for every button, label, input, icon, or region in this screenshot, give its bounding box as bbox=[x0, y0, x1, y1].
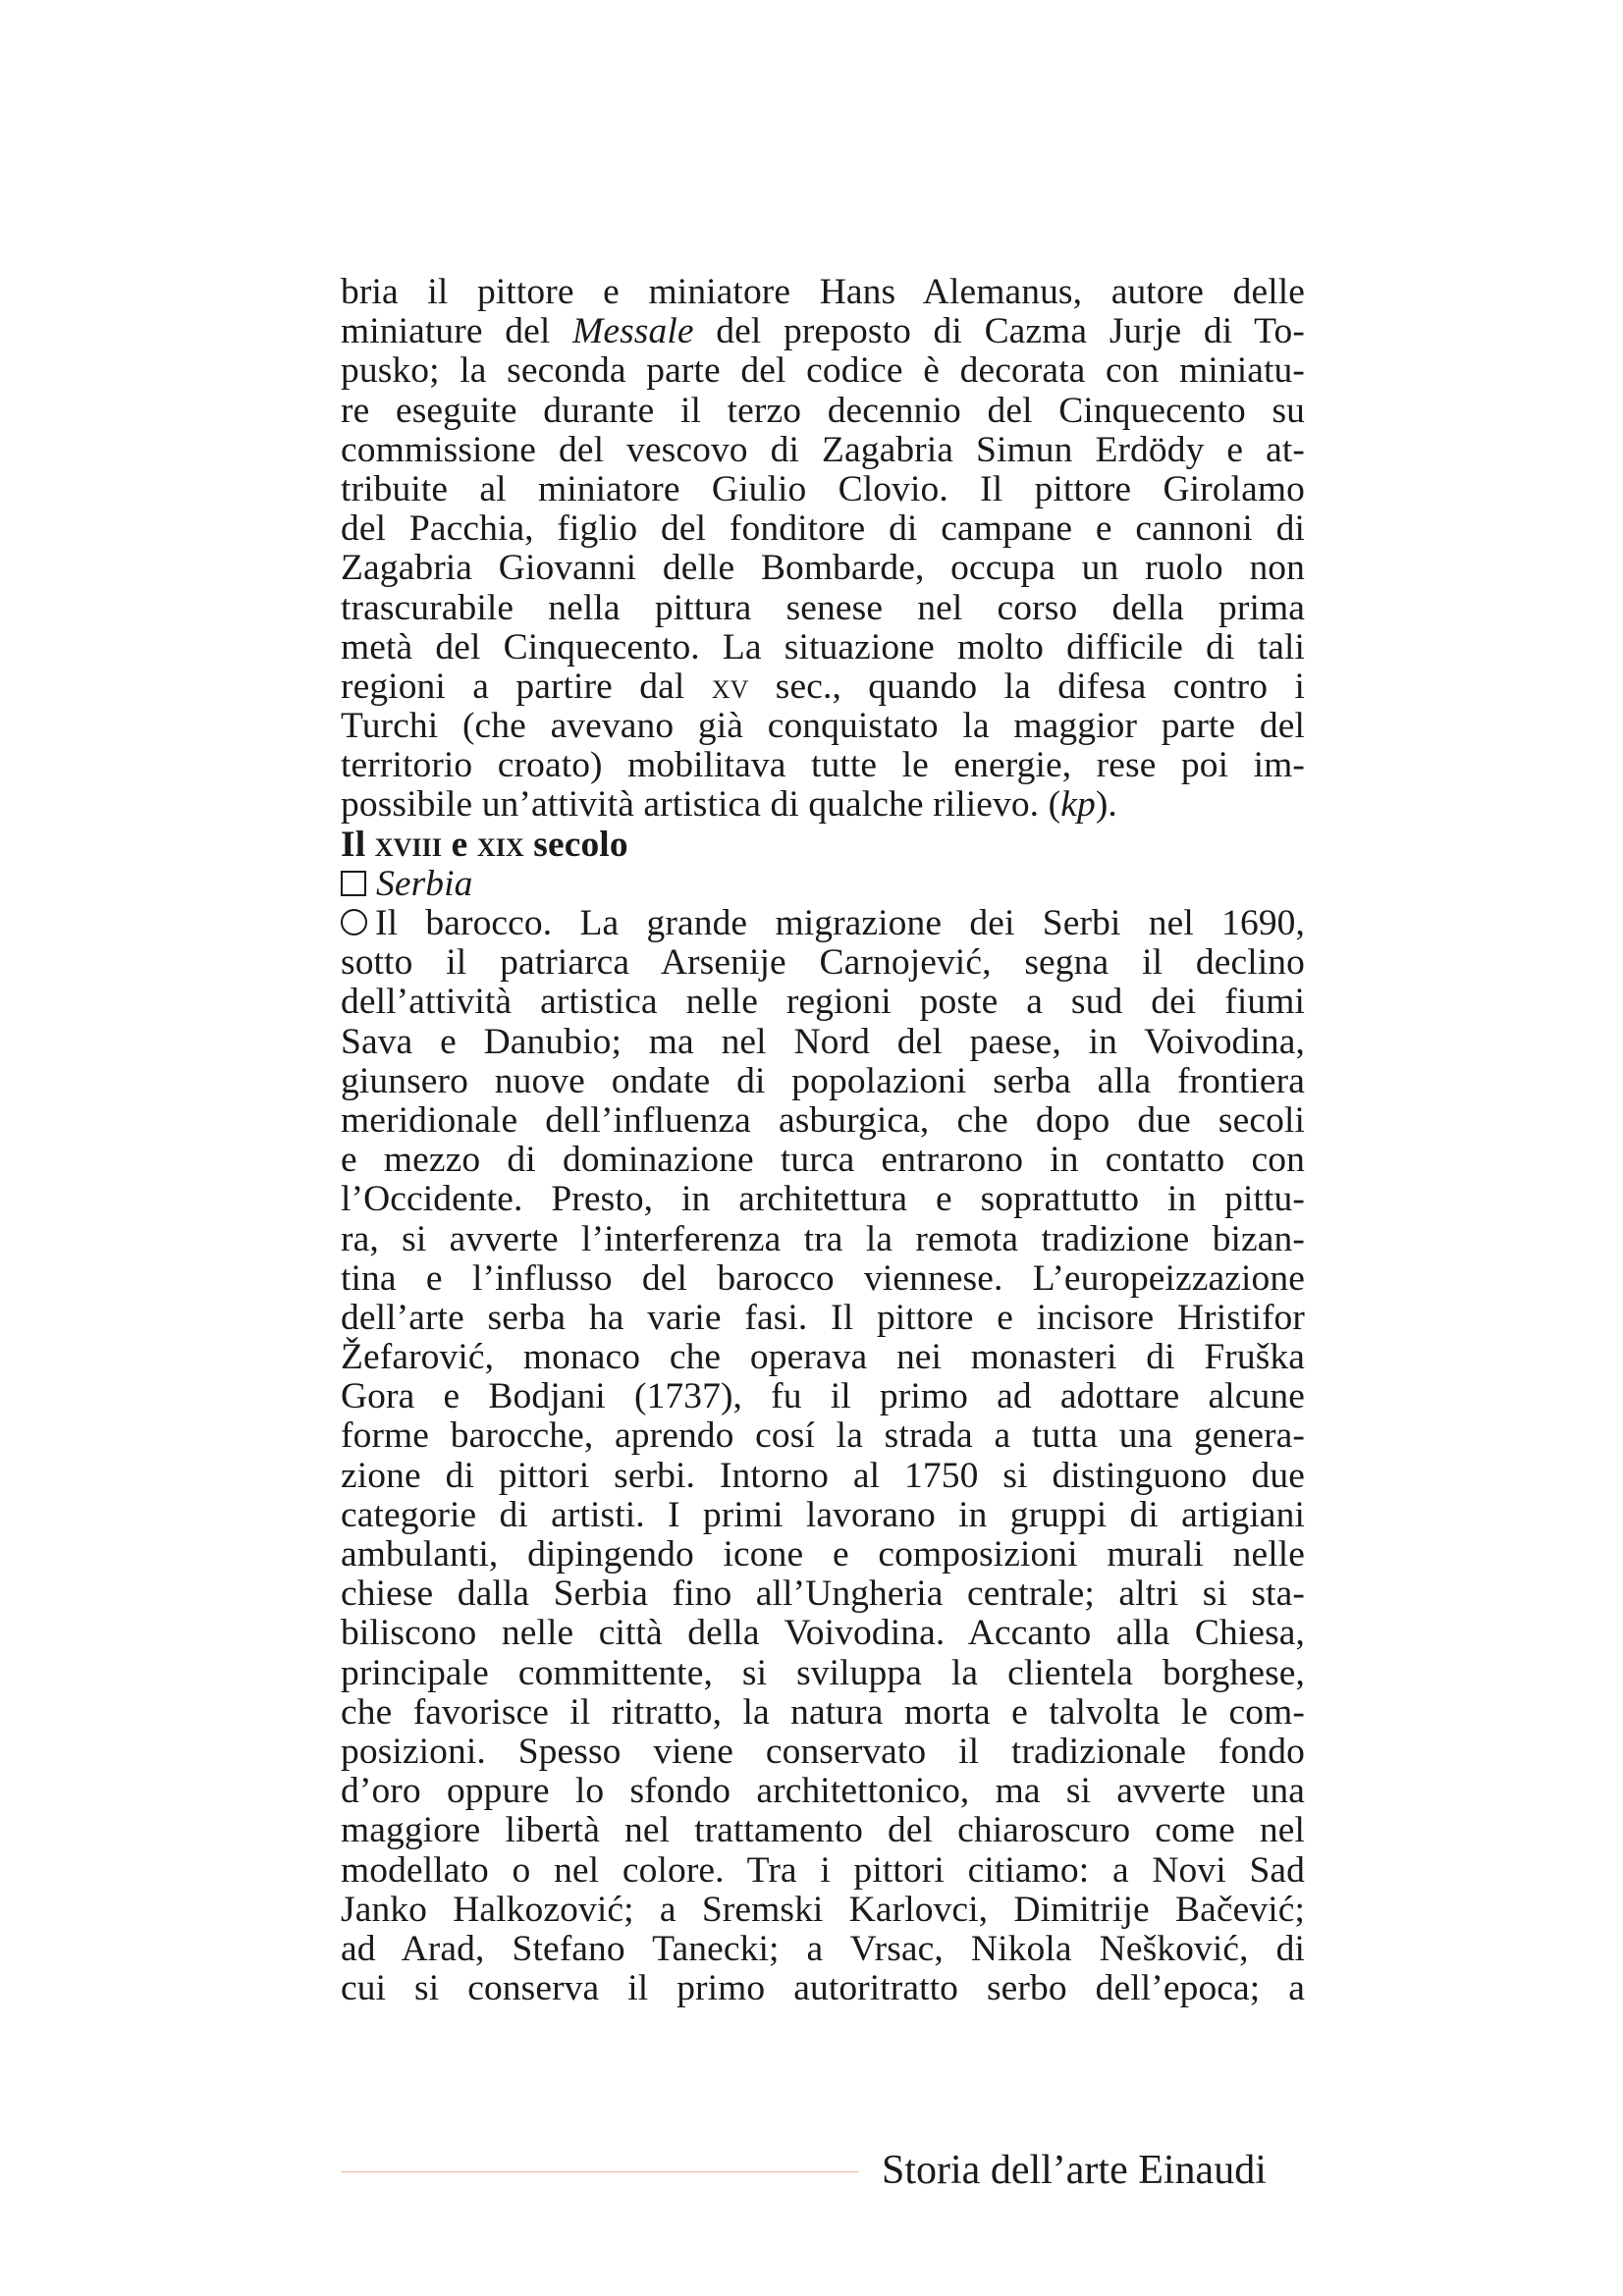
text-line: territorio croato) mobilitava tutte le energie, rese poi im- bbox=[341, 745, 1305, 786]
text-line: l’Occidente. Presto, in architettura e soprattutto in pittu- bbox=[341, 1179, 1305, 1220]
text-line: dell’arte serba ha varie fasi. Il pittore e incisore Hristifor bbox=[341, 1297, 1305, 1338]
century-numeral: xviii bbox=[374, 824, 443, 865]
heading-text: Il bbox=[341, 824, 375, 865]
text-line: tribuite al miniatore Giulio Clovio. Il pittore Girolamo bbox=[341, 468, 1305, 509]
text-line: bria il pittore e miniatore Hans Alemanus, autore delle bbox=[341, 272, 1305, 312]
text-span: regioni a partire dal bbox=[341, 666, 712, 707]
open-circle-bullet-icon bbox=[341, 909, 367, 935]
heading-text: secolo bbox=[523, 824, 628, 865]
text-line: trascurabile nella pittura senese nel corso della prima bbox=[341, 587, 1305, 628]
text-line: cui si conserva il primo autoritratto serbo dell’epoca; a bbox=[341, 1968, 1305, 2009]
text-line: pusko; la seconda parte del codice è decorata con miniatu- bbox=[341, 350, 1305, 392]
section-heading bbox=[341, 826, 1305, 865]
century-numeral: xix bbox=[476, 824, 524, 865]
text-line: Gora e Bodjani (1737), fu il primo ad adottare alcune bbox=[341, 1376, 1305, 1417]
text-line: metà del Cinquecento. La situazione molto difficile di tali bbox=[341, 626, 1305, 667]
text-span: miniature del bbox=[341, 311, 572, 352]
section-lead: Il barocco. bbox=[375, 903, 553, 943]
text-line: dell’attività artistica nelle regioni poste a sud dei fiumi bbox=[341, 982, 1305, 1023]
text-line: modellato o nel colore. Tra i pittori citiamo: a Novi Sad bbox=[341, 1849, 1305, 1891]
text-line: principale committente, si sviluppa la clientela borghese, bbox=[341, 1652, 1305, 1693]
text-line: Turchi (che avevano già conquistato la maggior parte del bbox=[341, 706, 1305, 747]
text-line: Janko Halkozović; a Sremski Karlovci, Dimitrije Bačević; bbox=[341, 1889, 1305, 1930]
text-line: maggiore libertà nel trattamento del chiaroscuro come nel bbox=[341, 1810, 1305, 1851]
footer-label: Storia dell’arte Einaudi bbox=[882, 2148, 1267, 2193]
text-span: possibile un’attività artistica di qualche rilievo. ( bbox=[341, 784, 1061, 826]
text-span: sec., quando la difesa contro i bbox=[748, 666, 1305, 707]
text-line: Žefarović, monaco che operava nei monasteri di Fruška bbox=[341, 1337, 1305, 1378]
text-line: chiese dalla Serbia fino all’Ungheria centrale; altri si sta- bbox=[341, 1574, 1305, 1615]
text-line: tina e l’influsso del barocco viennese. L’europeizzazione bbox=[341, 1257, 1305, 1299]
text-line: sotto il patriarca Arsenije Carnojević, segna il declino bbox=[341, 942, 1305, 984]
text-line bbox=[341, 667, 1305, 707]
text-line bbox=[341, 312, 1305, 351]
text-line bbox=[341, 785, 1305, 825]
open-square-bullet-icon bbox=[341, 871, 366, 896]
text-line: posizioni. Spesso viene conservato il tradizionale fondo bbox=[341, 1731, 1305, 1772]
text-line: che favorisce il ritratto, la natura morta e talvolta le com- bbox=[341, 1691, 1305, 1733]
text-line: giunsero nuove ondate di popolazioni serba alla frontiera bbox=[341, 1060, 1305, 1101]
text-span: del preposto di Cazma Jurje di To- bbox=[693, 311, 1305, 352]
text-line bbox=[341, 904, 1305, 943]
author-initials: kp bbox=[1060, 784, 1096, 826]
text-line: re eseguite durante il terzo decennio del Cinquecento su bbox=[341, 390, 1305, 431]
text-line: meridionale dell’influenza asburgica, che dopo due secoli bbox=[341, 1099, 1305, 1141]
footer-rule bbox=[341, 2171, 859, 2172]
text-line: del Pacchia, figlio del fonditore di campane e cannoni di bbox=[341, 508, 1305, 550]
text-span: La grande migrazione dei Serbi nel 1690, bbox=[552, 903, 1305, 943]
text-line: commissione del vescovo di Zagabria Simun Erdödy e at- bbox=[341, 429, 1305, 470]
body-text bbox=[341, 273, 1305, 2008]
text-line: d’oro oppure lo sfondo architettonico, ma si avverte una bbox=[341, 1771, 1305, 1812]
text-line: Zagabria Giovanni delle Bombarde, occupa un ruolo non bbox=[341, 548, 1305, 589]
text-line: ambulanti, dipingendo icone e composizioni murali nelle bbox=[341, 1534, 1305, 1575]
text-line: categorie di artisti. I primi lavorano in gruppi di artigiani bbox=[341, 1494, 1305, 1535]
text-line: forme barocche, aprendo cosí la strada a tutta una genera- bbox=[341, 1415, 1305, 1457]
text-line: ad Arad, Stefano Tanecki; a Vrsac, Nikola Nešković, di bbox=[341, 1928, 1305, 1969]
text-line: biliscono nelle città della Voivodina. Accanto alla Chiesa, bbox=[341, 1613, 1305, 1654]
subheading: Serbia bbox=[376, 863, 473, 904]
text-line: e mezzo di dominazione turca entrarono in contatto con bbox=[341, 1140, 1305, 1181]
heading-text: e bbox=[442, 824, 477, 865]
text-line: zione di pittori serbi. Intorno al 1750 si distinguono due bbox=[341, 1455, 1305, 1496]
text-line: Sava e Danubio; ma nel Nord del paese, in Voivodina, bbox=[341, 1021, 1305, 1062]
subheading-line bbox=[341, 865, 1305, 904]
text-line: ra, si avverte l’interferenza tra la remota tradizione bizan- bbox=[341, 1218, 1305, 1259]
text-span: ). bbox=[1095, 784, 1117, 826]
italic-title: Messale bbox=[572, 311, 694, 352]
century-numeral: xv bbox=[711, 666, 749, 707]
